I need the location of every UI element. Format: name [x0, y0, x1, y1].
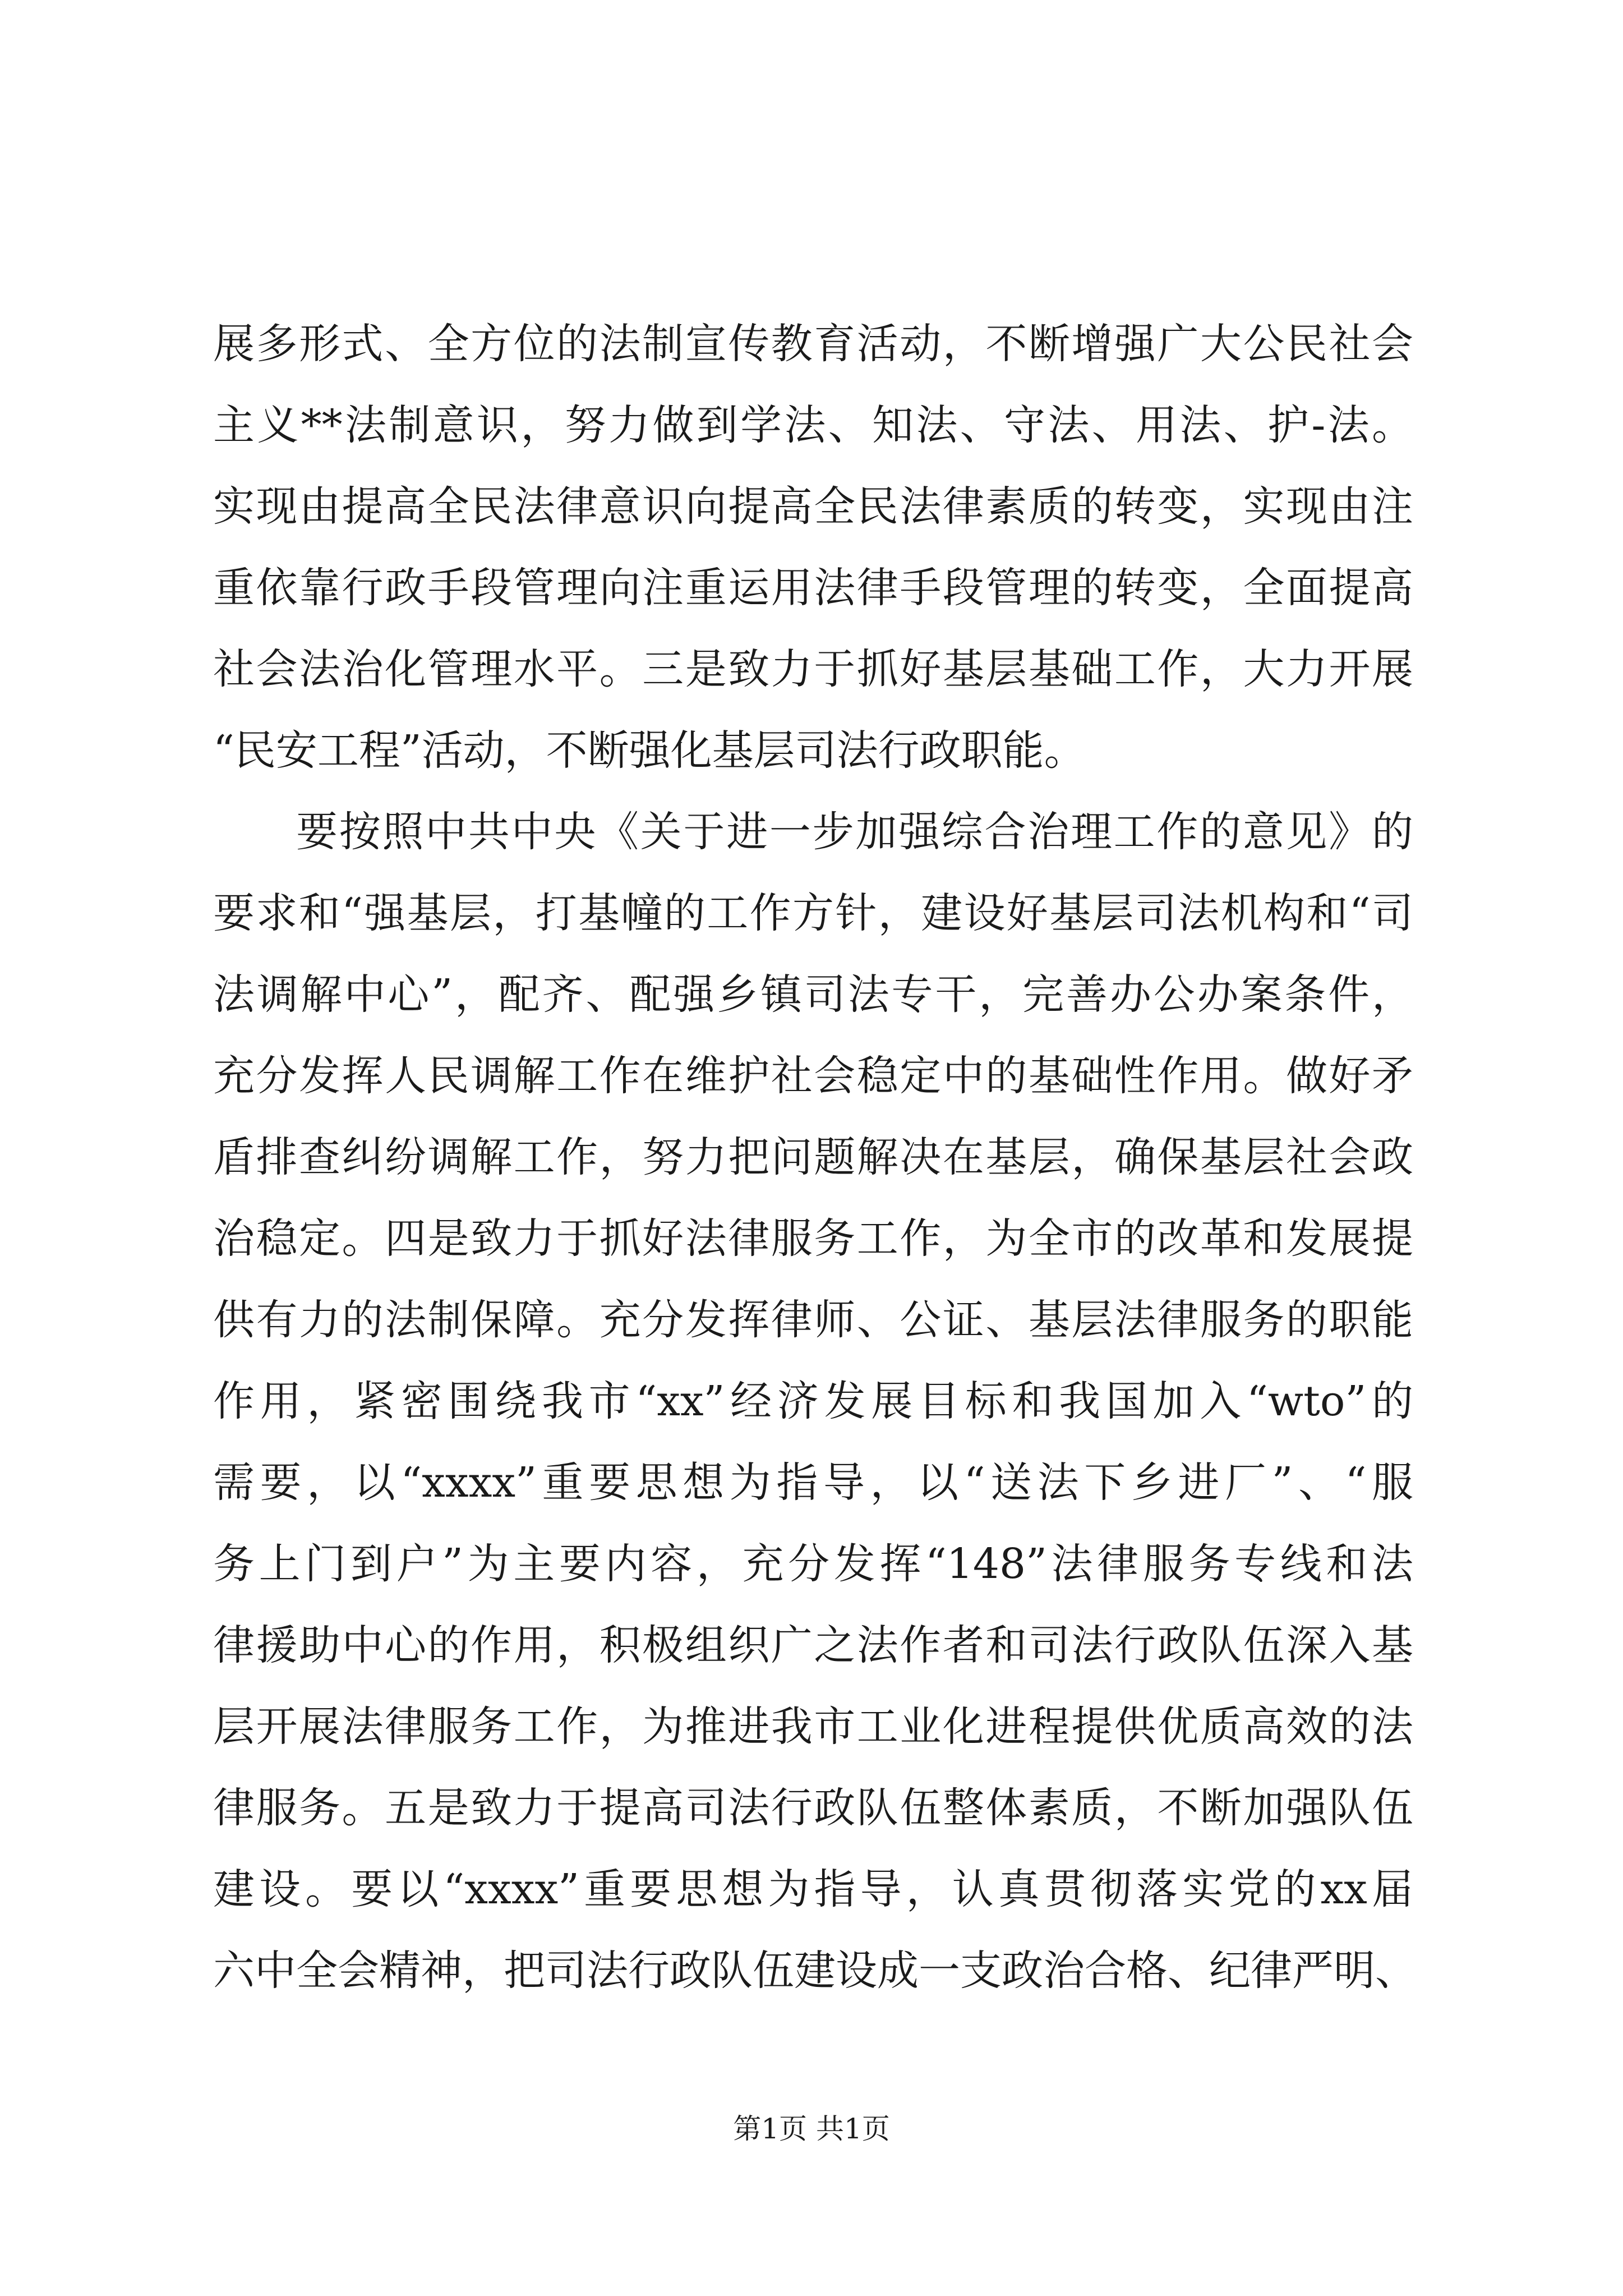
- text-line: 建设。要以“xxxx”重要思想为指导，认真贯彻落实党的xx届: [213, 1865, 1413, 1913]
- text-line: 六中全会精神，把司法行政队伍建设成一支政治合格、纪律严明、: [213, 1947, 1417, 1995]
- text-line: 展多形式、全方位的法制宣传教育活动，不断增强广大公民社会: [213, 320, 1413, 368]
- text-line: 治稳定。四是致力于抓好法律服务工作，为全市的改革和发展提: [213, 1214, 1413, 1263]
- text-line: 层开展法律服务工作，为推进我市工业化进程提供优质高效的法: [213, 1703, 1413, 1751]
- text-line: 务上门到户”为主要内容，充分发挥“148”法律服务专线和法: [213, 1540, 1413, 1588]
- text-line: 法调解中心”，配齐、配强乡镇司法专干，完善办公办案条件，: [213, 970, 1413, 1019]
- text-line: 主义**法制意识，努力做到学法、知法、守法、用法、护-法。: [213, 401, 1413, 449]
- text-line: “民安工程”活动，不断强化基层司法行政职能。: [213, 726, 1086, 775]
- text-line: 充分发挥人民调解工作在维护社会稳定中的基础性作用。做好矛: [213, 1052, 1413, 1100]
- text-line: 需要，以“xxxx”重要思想为指导，以“送法下乡进厂”、“服: [213, 1458, 1413, 1507]
- paragraph-first-line: 要按照中共中央《关于进一步加强综合治理工作的意见》的: [296, 808, 1413, 856]
- text-line: 供有力的法制保障。充分发挥律师、公证、基层法律服务的职能: [213, 1296, 1413, 1344]
- text-line: 律援助中心的作用，积极组织广之法作者和司法行政队伍深入基: [213, 1621, 1413, 1669]
- text-line: 律服务。五是致力于提高司法行政队伍整体素质，不断加强队伍: [213, 1784, 1413, 1832]
- text-line: 实现由提高全民法律意识向提高全民法律素质的转变，实现由注: [213, 482, 1413, 531]
- text-line: 盾排查纠纷调解工作，努力把问题解决在基层，确保基层社会政: [213, 1133, 1413, 1181]
- text-line: 重依靠行政手段管理向注重运用法律手段管理的转变，全面提高: [213, 564, 1413, 612]
- text-line: 要求和“强基层，打基幢的工作方针，建设好基层司法机构和“司: [213, 889, 1413, 937]
- text-line: 社会法治化管理水平。三是致力于抓好基层基础工作，大力开展: [213, 645, 1413, 693]
- text-line: 作用，紧密围绕我市“xx”经济发展目标和我国加入“wto”的: [213, 1377, 1413, 1425]
- page-footer: 第1页 共1页: [733, 2113, 890, 2145]
